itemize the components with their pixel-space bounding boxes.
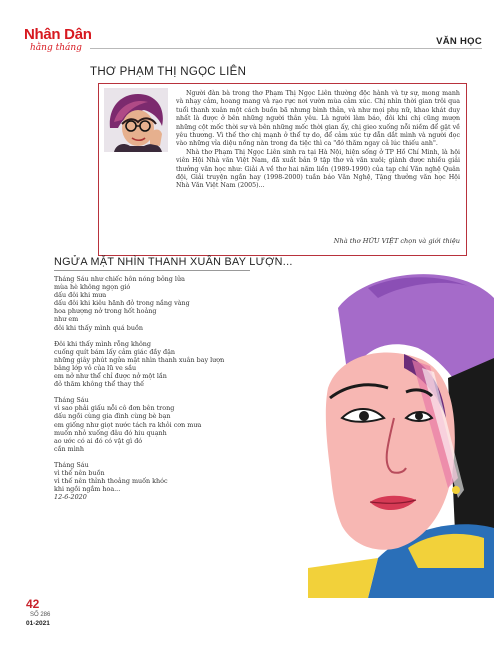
poem-line: Tháng Sáu như chiếc hôn nóng bỏng lửa [54,275,185,283]
poem-line: như em [54,315,79,324]
section-label: VĂN HỌC [436,36,482,47]
poem-date: 12-6-2020 [54,493,87,502]
poem-stanza [54,396,274,453]
poem-line: dấu đôi khi kiêu hãnh đỏ trong nắng vàng [54,299,190,308]
poem-line: hoa phượng nở trong hốt hoảng [54,307,157,316]
bio-signoff: Nhà thơ HỮU VIỆT chọn và giới thiệu [333,237,460,245]
woman-face-illustration [308,268,494,598]
poem-line: vì sao phải giấu nỗi cô đơn bên trong [54,404,175,413]
poem-line: khi ngồi ngắm hoa... [54,485,121,494]
poem-line: dấu đôi khi mưa [54,291,107,300]
issue-date: 01-2021 [26,620,50,627]
poem-line: những giây phút ngửa mặt nhìn thanh xuân bay lượn [54,355,225,364]
bio-text [176,90,460,191]
poem-line: vì thế nên thỉnh thoảng muốn khóc [54,477,168,486]
poem-stanza [54,340,274,389]
poem-stanza [54,461,274,501]
author-heading: THƠ PHẠM THỊ NGỌC LIÊN [90,66,247,78]
logo-sub-text: hằng tháng [30,43,82,53]
poem-line: đôi khi thấy mình quá buồn [54,323,143,332]
poem-line: dấu ngồi cùng gia đình cùng bè bạn [54,412,171,421]
poem-line: Tháng Sáu [54,460,89,469]
poem-line: em nở như thể chỉ được nở một lần [54,372,167,381]
poem-title: NGỬA MẶT NHÌN THANH XUÂN BAY LƯỢN... [54,256,293,268]
author-portrait [104,88,168,152]
poem-line: em giống như giọt nước tách ra khỏi cơn mưa [54,420,202,429]
page-number: 42 [26,597,40,611]
illustration [308,268,494,598]
poem-line: ao ước có ai đó có vật gì đó [54,436,143,445]
poem-line: đỏ thăm không thể thay thế [54,380,145,389]
issue-number: SỐ 286 [30,612,51,618]
poem-title-divider [54,270,250,271]
logo-main-text: Nhân Dân [24,26,92,43]
poem-line: Tháng Sáu [54,396,89,405]
header-divider [90,48,482,49]
portrait-image [104,88,168,152]
bio-paragraph: Người đàn bà trong thơ Phạm Thị Ngọc Liên thường độc hành và tự sự, mong manh và nhạy cảm, hoang mang và rạo rực nơi vườn mùa cảm xúc. Chị nhìn thời gian trôi qua tuổi thanh xuân một cách buồn bã nhưng bình thản, và như mọi phụ nữ, khao khát duy nhất là được ở bên những người thân yêu. Là người làm báo, đôi khi chị cũng mượn những cột mốc thời sự và bên những mốc thời gian ấy, chị gieo xuống nỗi niềm để gặt về yêu thương. Vì thế thơ chị mạnh ở thể tự do, để cảm xúc tự dẫn dắt mình và người đọc vào những vỉa diệu nồng nàn trong đa tiệc thì ca "đó thăm ngay cả lúc thiếu anh". [176,90,460,148]
poem-stanza [54,275,274,332]
poem-line: cuống quít bám lấy cảm giác đầy đặn [54,347,175,356]
poem-line: bâng lớp vỏ của lũ ve sầu [54,363,137,372]
poem-line: Đôi khi thấy mình rỗng không [54,339,151,348]
poem-line: muốn nhỏ xuống đâu đó hiu quạnh [54,428,167,437]
bio-paragraph: Nhà thơ Phạm Thị Ngọc Liên sinh ra tại Hà Nội, hiện sống ở TP Hồ Chí Minh, là hội viên Hội Nhà văn Việt Nam, đã xuất bản 9 tập thơ và văn xuôi; giành được nhiều giải thưởng văn học như: Giải A về thơ hai năm liền (1989-1990) của tạp chí Văn nghệ Quân đội, Giải truyện ngắn hay (1998-2000) tuần báo Văn Nghệ, Tặng thưởng văn học Hội Nhà Văn Việt Nam (2005)... [176,148,460,190]
poem-line: vì thế nên buồn [54,468,105,477]
poem-line: mùa hè không ngọn gió [54,283,131,292]
poem-body [54,275,274,509]
poem-line: cần mình [54,444,84,453]
newspaper-logo [24,26,92,64]
